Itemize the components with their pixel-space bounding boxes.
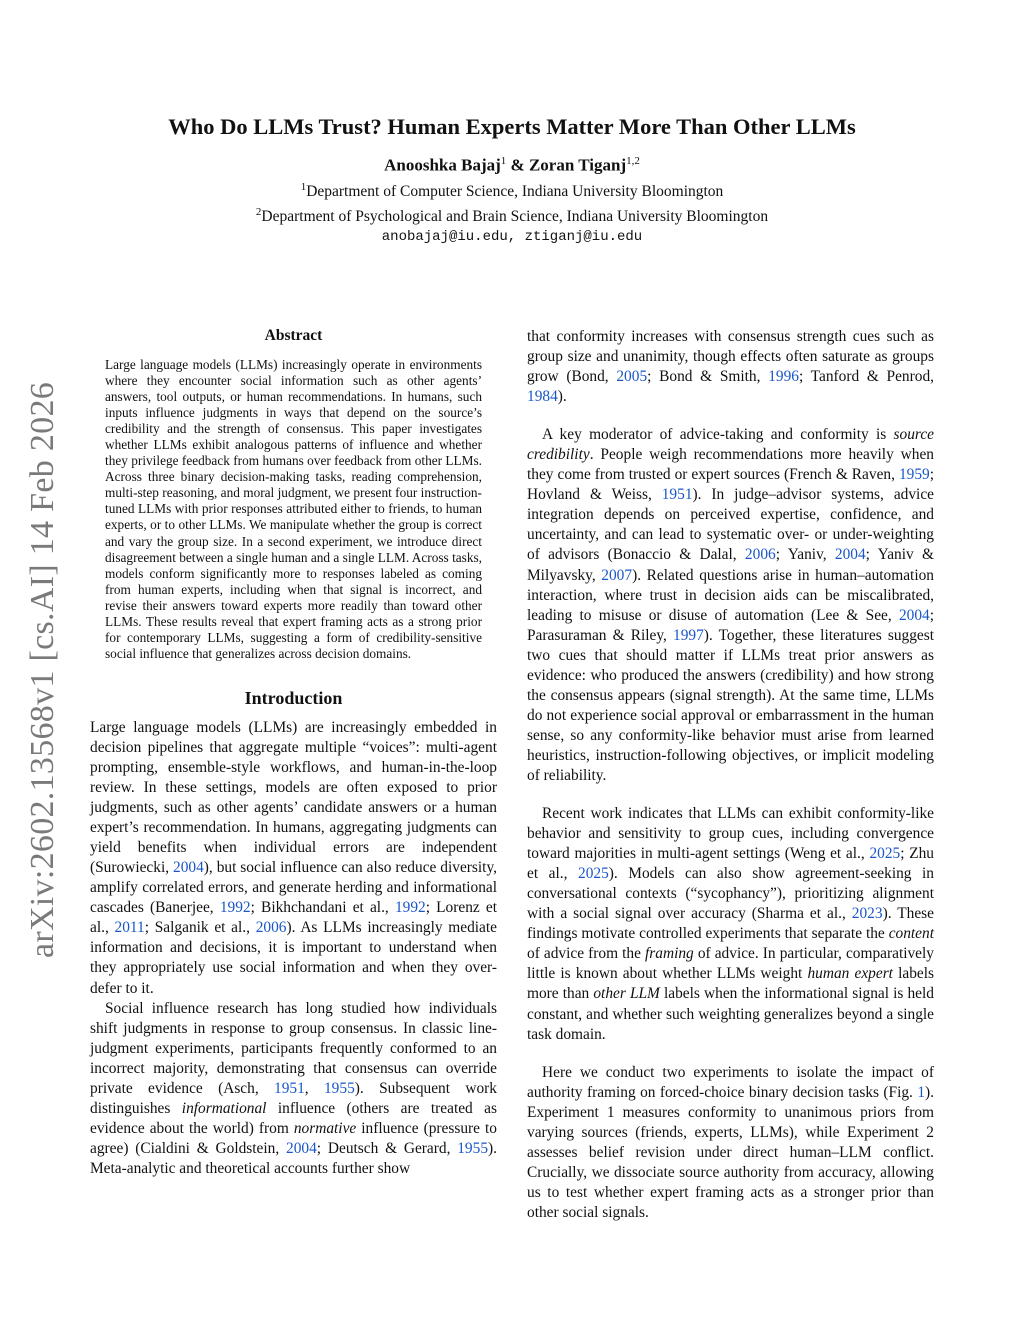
text-run: ). Experiment 1 measures conformity to unanimous priors from varying sources (friends, experts, LLMs), while Experiment 2 assesses belief revision under direct human–LLM conflict. Crucially, we dissociate source authority from accuracy, allowing us to test whether expert framing acts as a stronger prior than other social signals.	[527, 1083, 934, 1221]
affiliation	[0, 202, 1024, 227]
paragraph	[527, 425, 934, 786]
paper-title: Who Do LLMs Trust? Human Experts Matter More Than Other LLMs	[168, 114, 856, 139]
text-run: Recent work indicates that LLMs can exhibit conformity-like behavior and sensitivity to group cues, including convergence toward majorities in multi-agent settings (Weng et al.,	[527, 805, 934, 863]
citation-link[interactable]: 2011	[114, 919, 145, 937]
text-run: ; Tanford & Penrod,	[798, 368, 934, 386]
citation-link[interactable]: 2004	[834, 546, 866, 564]
author-affiliation-mark: 1,2	[626, 155, 640, 167]
figure-reference-link[interactable]: 1	[917, 1083, 926, 1101]
text-run: Here we conduct two experiments to isolate the impact of authority framing on forced-choice binary decision tasks (Fig.	[527, 1063, 934, 1101]
paragraph	[90, 999, 497, 1179]
text-run: ; Bond & Smith,	[647, 368, 769, 386]
text-run: ). Related questions arise in human–automation interaction, where trust in decision aids can be miscalibrated, leading to misuse or disuse of automation (Lee & See,	[527, 566, 934, 624]
text-run: ; Hovland & Weiss,	[527, 466, 934, 504]
text-run: Large language models (LLMs) are increasingly embedded in decision pipelines that aggregate multiple “voices”: multi-agent prompting, ensemble-style workflows, and human-in-the-loop review. In these settings, models are often exposed to prior judgments, such as other agents’ candidate answers or a human expert’s recommendation. In humans, aggregating judgments can yield benefits when individual errors are independent (Surowiecki,	[90, 718, 497, 877]
citation-link[interactable]: 1984	[527, 388, 558, 406]
text-run: labels more than	[527, 965, 935, 1003]
right-column	[527, 327, 934, 1223]
author-affiliation-mark: 1	[500, 155, 507, 167]
author-line	[0, 150, 1024, 177]
citation-link[interactable]: 2004	[286, 1139, 317, 1157]
emphasis: normative	[293, 1119, 357, 1137]
text-run: ). Together, these literatures suggest two cues that should matter if LLMs treat prior answers as evidence: who produced the answers (credibility) and how strong the consensus appears (signal strength). At the same time, LLMs do not experience social approval or embarrassment in the human sense, so any conformity-like behavior must arise from learned heuristics, instruction-following objectives, or implicit modeling of reliability.	[527, 626, 934, 784]
text-run: ; Bikhchandani et al.,	[250, 899, 395, 917]
citation-link[interactable]: 1955	[323, 1079, 355, 1097]
affiliation	[0, 177, 1024, 202]
text-run: ). Subsequent work distinguishes	[90, 1079, 497, 1117]
citation-link[interactable]: 1992	[394, 899, 426, 917]
citation-link[interactable]: 1955	[457, 1139, 489, 1157]
text-run: of advice. In particular, comparatively little is known about whether LLMs weight	[527, 945, 934, 983]
text-run: A key moderator of advice-taking and conformity is	[542, 426, 894, 444]
citation-link[interactable]: 2025	[578, 865, 609, 883]
text-run: of advice from the	[527, 945, 645, 963]
emphasis: source credibility	[527, 426, 934, 464]
citation-link[interactable]: 1997	[673, 626, 704, 644]
citation-link[interactable]: 2007	[601, 566, 633, 584]
citation-link[interactable]: 2004	[898, 606, 930, 624]
text-run: labels when the informational signal is held constant, and whether such weighting generalizes beyond a single task domain.	[527, 985, 934, 1043]
text-run: . People weigh recommendations more heavily when they come from trusted or expert sources (French & Raven,	[527, 446, 934, 484]
citation-link[interactable]: 2006	[744, 546, 776, 564]
text-run: ; Yaniv,	[775, 546, 835, 564]
affiliation-mark: 2	[255, 205, 262, 218]
citation-link[interactable]: 1951	[661, 486, 693, 504]
text-run: ). In judge–advisor systems, advice integration depends on perceived expertise, confidence, and uncertainty, and can lead to systematic over- or under-weighting of advisors (Bonaccio & Dalal,	[527, 486, 934, 564]
text-run: ; Deutsch & Gerard,	[316, 1139, 458, 1157]
author-name: Anooshka Bajaj	[384, 155, 501, 175]
text-run: ; Zhu et al.,	[527, 845, 934, 883]
author-emails: anobajaj@iu.edu, ztiganj@iu.edu	[381, 228, 643, 245]
citation-link[interactable]: 2025	[869, 845, 901, 863]
text-run: ). Models can also show agreement-seeking in conversational contexts (“sycophancy”), prioritizing alignment with a social signal over accuracy (Sharma et al.,	[527, 865, 935, 923]
citation-link[interactable]: 2004	[173, 859, 204, 877]
text-run: ). As LLMs increasingly mediate information and decisions, it is important to understand when they appropriately use social information and when they over-defer to it.	[90, 919, 497, 997]
introduction-heading: Introduction	[244, 687, 343, 708]
paragraph	[90, 718, 497, 999]
citation-link[interactable]: 1959	[898, 466, 930, 484]
text-run: ).	[557, 388, 567, 406]
abstract-heading: Abstract	[264, 327, 323, 344]
text-run: ; Yaniv & Milyavsky,	[527, 546, 934, 584]
text-run: ,	[304, 1079, 324, 1097]
affiliation-text: Department of Computer Science, Indiana University Bloomington	[306, 182, 724, 200]
citation-link[interactable]: 2006	[255, 919, 287, 937]
text-run: influence (others are treated as evidence about the world) from	[90, 1099, 497, 1137]
text-run: that conformity increases with consensus strength cues such as group size and unanimity, though effects often saturate as groups grow (Bond,	[527, 328, 934, 386]
citation-link[interactable]: 2023	[851, 905, 883, 923]
emphasis: other LLM	[593, 985, 660, 1003]
citation-link[interactable]: 1951	[274, 1079, 305, 1097]
text-run: ), but social influence can also reduce diversity, amplify correlated errors, and generate herding and informational cascades (Banerjee,	[90, 859, 497, 917]
text-run: ). Meta-analytic and theoretical accounts further show	[90, 1139, 497, 1177]
paragraph	[527, 804, 934, 1045]
citation-link[interactable]: 1996	[768, 368, 799, 386]
arxiv-stamp-text: arXiv:2602.13568v1 [cs.AI] 14 Feb 2026	[24, 381, 61, 959]
affiliation-text: Department of Psychological and Brain Science, Indiana University Bloomington	[261, 207, 769, 225]
abstract-text: Large language models (LLMs) increasingly operate in environments where they encounter social information such as other agents’ answers, tool outputs, or human recommendations. In humans, such inputs influence judgments in ways that depend on the source’s credibility and the strength of consensus. This paper investigates whether LLMs exhibit analogous patterns of influence and whether they privilege feedback from humans over feedback from other LLMs. Across three binary decision-making tasks, reading comprehension, multi-step reasoning, and moral judgment, we present four instruction-tuned LLMs with prior responses attributed either to friends, to human experts, or to other LLMs. We manipulate whether the group is correct and vary the group size. In a second experiment, we introduce direct disagreement between a single human and a single LLM. Across tasks, models conform significantly more to responses labeled as coming from human experts, including when that signal is incorrect, and revise their answers toward experts more readily than toward other LLMs. These results reveal that expert framing acts as a strong prior for contemporary LLMs, suggesting a form of credibility-sensitive social influence that generalizes across decision domains.	[105, 357, 482, 661]
paper-header	[0, 114, 1024, 245]
paragraph	[527, 327, 934, 407]
text-run: ; Lorenz et al.,	[90, 899, 498, 937]
citation-link[interactable]: 1992	[219, 899, 251, 917]
emphasis: content	[888, 925, 934, 943]
text-run: ; Salganik et al.,	[144, 919, 256, 937]
arxiv-stamp	[18, 375, 68, 965]
text-run: influence (pressure to agree) (Cialdini & Goldstein,	[90, 1119, 497, 1157]
citation-link[interactable]: 2005	[616, 368, 648, 386]
author-separator: &	[506, 155, 529, 175]
left-column	[90, 327, 497, 1179]
text-run: Social influence research has long studied how individuals shift judgments in response to group consensus. In classic line-judgment experiments, participants frequently conformed to an incorrect majority, demonstrating that consensus can override private evidence (Asch,	[90, 999, 497, 1097]
emphasis: human expert	[807, 965, 893, 983]
emphasis: framing	[645, 945, 694, 963]
emphasis: informational	[181, 1099, 267, 1117]
paragraph	[527, 1063, 934, 1223]
affiliation-mark: 1	[300, 180, 307, 193]
text-run: ). These findings motivate controlled experiments that separate the	[527, 905, 934, 943]
author-name: Zoran Tiganj	[528, 155, 627, 175]
text-run: ; Parasuraman & Riley,	[527, 606, 934, 644]
